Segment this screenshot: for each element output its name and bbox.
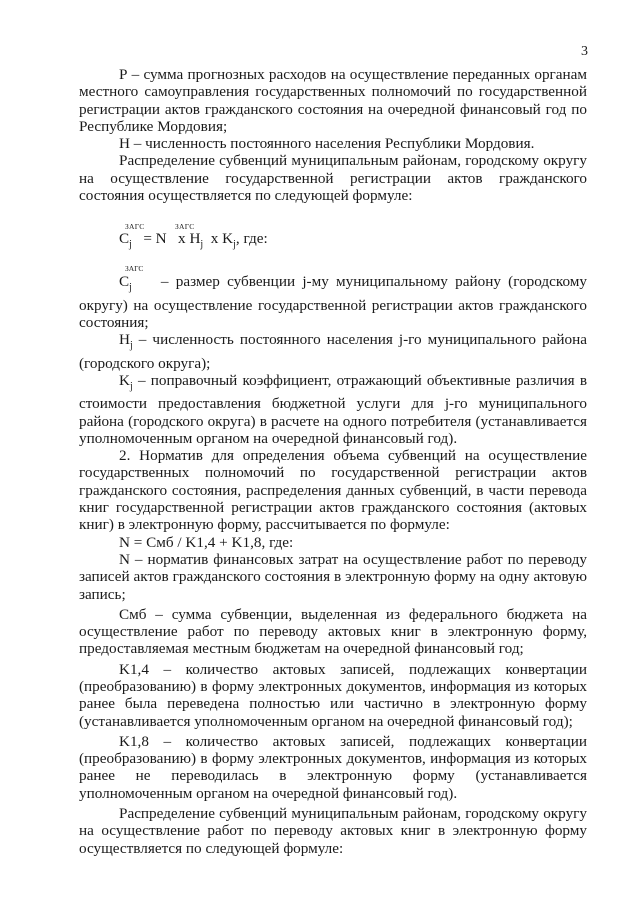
paragraph-h-definition: Н – численность постоянного населения Республики Мордовия.: [119, 135, 535, 153]
item-2-paragraph: 2. Норматив для определения объема субвенций на осуществление государственных полномочий по государственной регистрации актов гражданского состояния, распределения данных субвенций, в части перевода книг государственной регистрации актов гражданского состояния (актовых книг) в электронную форму, рассчитывается по формуле:: [79, 447, 587, 534]
paragraph-distribution-2: Распределение субвенций муниципальным районам, городскому округу на осуществление работ по переводу актовых книг в электронную форму осуществляется по следующей формуле:: [79, 805, 587, 857]
formula-subvention: [79, 218, 587, 254]
formula-expression: $C_j$ = N x $H_j$ x $K_j$, где:: [119, 230, 268, 251]
definition-k14: K1,4 – количество актовых записей, подлежащих конвертации (преобразованию) в форму электронных документов, информация из которых ранее была переведена полностью или частично в электронную форму (устанавливается уполномоченным органом на очередной финансовый год);: [79, 660, 587, 730]
definition-hj: $H_j$ – численность постоянного населения j-го муниципального района (городского округа);: [79, 331, 587, 372]
document-body: [79, 66, 587, 857]
definition-smb: Смб – сумма субвенции, выделенная из федерального бюджета на осуществление работ по переводу актовых книг в электронную форму, предоставляемая местным бюджетам на очередной финансовый год;: [79, 605, 587, 658]
definition-cj: $C_j$ – размер субвенции j-му муниципальному району (городскому округу) на осуществление государственной регистрации актов гражданского состояния;: [79, 273, 588, 331]
cj-superscript: ЗАГС: [125, 264, 144, 274]
formula-superscript-n: ЗАГС: [175, 222, 195, 232]
definition-kj: $K_j$ – поправочный коэффициент, отражающий объективные различия в стоимости предоставления бюджетной услуги для j-го муниципального района (городского округа) в расчете на одного потребителя (устанавливается уполномоченным органом на очередной финансовый год).: [79, 371, 587, 447]
definition-n: N – норматив финансовых затрат на осуществление работ по переводу записей актов гражданского состояния в электронную форму на одну актовую запись;: [79, 550, 587, 603]
cj-superscript-row: [79, 260, 587, 274]
paragraph-p-definition: Р – сумма прогнозных расходов на осуществление переданных органам местного самоуправления государственных полномочий по государственной регистрации актов гражданского состояния на очередной финансовый год по Республике Мордовия;: [79, 66, 587, 135]
formula-normative: N = Смб / K1,4 + K1,8, где:: [119, 533, 294, 551]
page-number: 3: [581, 44, 588, 59]
definition-k18: K1,8 – количество актовых записей, подлежащих конвертации (преобразованию) в форму электронных документов, информация из которых ранее не переводилась в электронную форму (устанавливается уполномоченным органом на очередной финансовый год).: [79, 732, 587, 802]
formula-superscript-c: ЗАГС: [125, 222, 145, 232]
paragraph-distribution-1: Распределение субвенций муниципальным районам, городскому округу на осуществление государственной регистрации актов гражданского состояния осуществляется по следующей формуле:: [79, 152, 587, 205]
